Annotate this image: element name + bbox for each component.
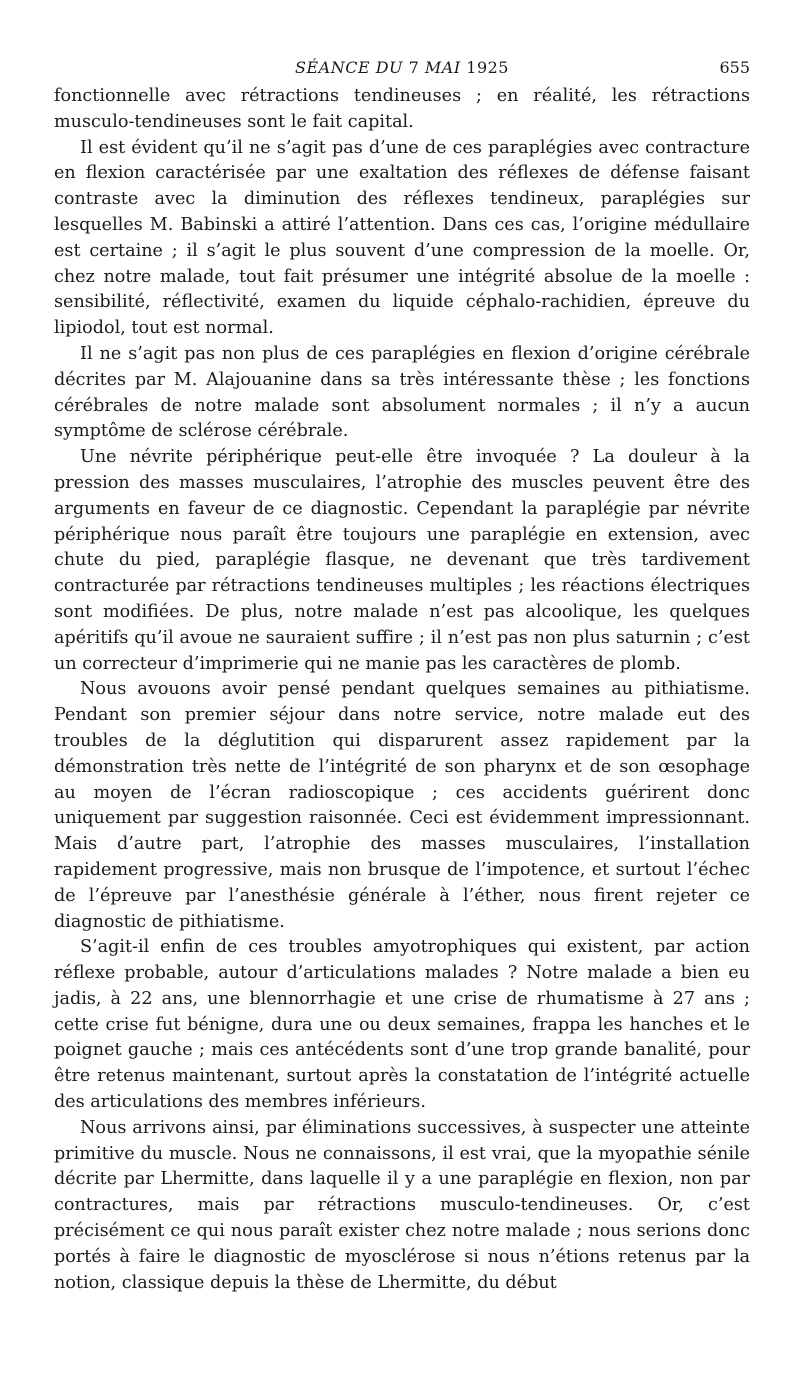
paragraph: Il ne s’agit pas non plus de ces paraplégies en flexion d’origine cérébrale décrites par M. Alajouanine dans sa très intéressante thèse ; les fonctions cérébrales de notre malade sont absolument normales ; il n’y a aucun symptôme de sclérose cérébrale.: [54, 343, 750, 442]
running-header: [54, 50, 750, 84]
paragraph: S’agit-il enfin de ces troubles amyotrophiques qui existent, par action réflexe probable, autour d’articulations malades ? Notre malade a bien eu jadis, à 22 ans, une blennorrhagie et une crise de rhumatisme à 27 ans ; cette crise fut bénigne, dura une ou deux semaines, frappa les hanches et le poignet gauche ; mais ces antécédents sont d’une trop grande banalité, pour être retenus maintenant, surtout après la constatation de l’intégrité actuelle des articulations des membres inférieurs.: [54, 937, 750, 1113]
page: [54, 50, 750, 1296]
title-day: 7: [408, 58, 420, 77]
paragraph: Il est évident qu’il ne s’agit pas d’une de ces paraplégies avec contracture en flexion caractérisée par une exaltation des réflexes de défense faisant contraste avec la diminution des réflexes tendineux, paraplégies sur lesquelles M. Babinski a attiré l’attention. Dans ces cas, l’origine médullaire est certaine ; il s’agit le plus souvent d’une compression de la moelle. Or, chez notre malade, tout fait présumer une intégrité absolue de la moelle : sensibilité, réflectivité, examen du liquide céphalo-rachidien, épreuve du lipiodol, tout est normal.: [54, 137, 750, 339]
paragraph-continued: fonctionnelle avec rétractions tendineuses ; en réalité, les rétractions musculo-tendineuses sont le fait capital.: [54, 86, 750, 132]
body-text: [54, 84, 750, 1296]
title-year: 1925: [466, 58, 509, 77]
page-number: 655: [719, 58, 750, 77]
paragraph: Nous avouons avoir pensé pendant quelques semaines au pithiatisme. Pendant son premier séjour dans notre service, notre malade eut des troubles de la déglutition qui disparurent assez rapidement par la démonstration très nette de l’intégrité de son pharynx et de son œsophage au moyen de l’écran radioscopique ; ces accidents guérirent donc uniquement par suggestion raisonnée. Ceci est évidemment impressionnant. Mais d’autre part, l’atrophie des masses musculaires, l’installation rapidement progressive, mais non brusque de l’impotence, et surtout l’échec de l’épreuve par l’anesthésie générale à l’éther, nous firent rejeter ce diagnostic de pithiatisme.: [54, 679, 750, 932]
running-title: [54, 58, 750, 77]
title-month: MAI: [424, 58, 461, 77]
paragraph: Une névrite périphérique peut-elle être invoquée ? La douleur à la pression des masses musculaires, l’atrophie des muscles peuvent être des arguments en faveur de ce diagnostic. Cependant la paraplégie par névrite périphérique nous paraît être toujours une paraplégie en extension, avec chute du pied, paraplégie flasque, ne devenant que très tardivement contracturée par rétractions tendineuses multiples ; les réactions électriques sont modifiées. De plus, notre malade n’est pas alcoolique, les quelques apéritifs qu’il avoue ne sauraient suffire ; il n’est pas non plus saturnin ; c’est un correcteur d’imprimerie qui ne manie pas les caractères de plomb.: [54, 447, 750, 674]
paragraph: Nous arrivons ainsi, par éliminations successives, à suspecter une atteinte primitive du muscle. Nous ne connaissons, il est vrai, que la myopathie sénile décrite par Lhermitte, dans laquelle il y a une paraplégie en flexion, non par contractures, mais par rétractions musculo-tendineuses. Or, c’est précisément ce qui nous paraît exister chez notre malade ; nous serions donc portés à faire le diagnostic de myosclérose si nous n’étions retenus par la notion, classique depuis la thèse de Lhermitte, du début: [54, 1117, 750, 1293]
title-prefix: SÉANCE DU: [295, 58, 404, 77]
